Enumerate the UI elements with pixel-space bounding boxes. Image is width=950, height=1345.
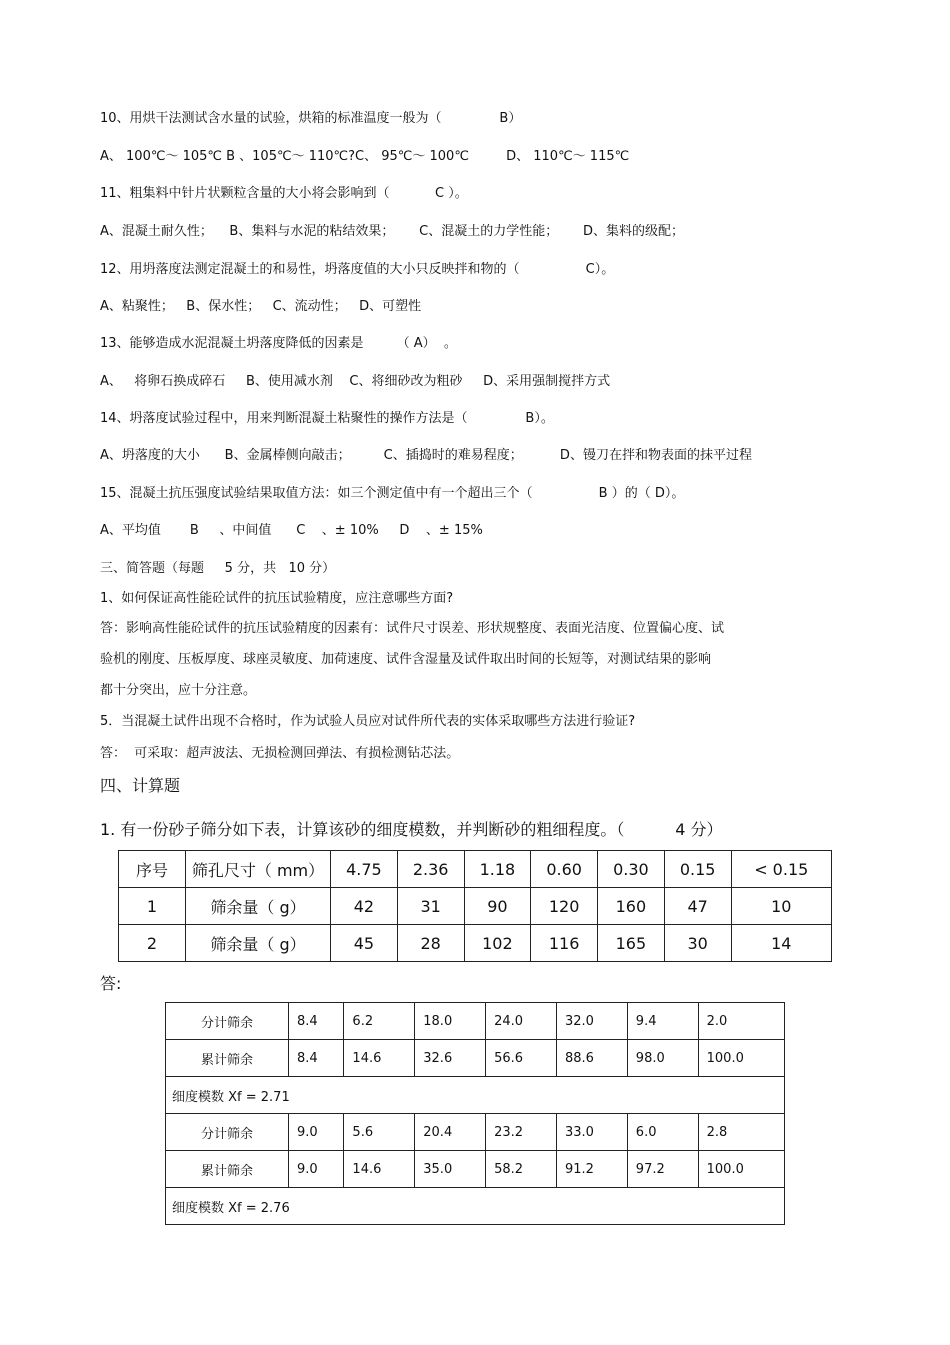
table-cell: 32.0 [556,1003,627,1040]
table-cell: 24.0 [486,1003,557,1040]
table-cell: 58.2 [486,1151,557,1188]
table-row [119,888,832,925]
q12: 12、用坍落度法测定混凝土的和易性，坍落度值的大小只反映拌和物的（ C）。 [100,262,615,277]
table-cell: 8.4 [289,1040,344,1077]
q15: 15、混凝土抗压强度试验结果取值方法：如三个测定值中有一个超出三个（ B ）的（ D）。 [100,486,685,501]
table-cell: 累计筛余 [166,1151,289,1188]
table-row [166,1188,785,1225]
table-cell: 28 [397,925,464,962]
table-cell: 97.2 [627,1151,698,1188]
table-cell: 筛孔尺寸（ mm） [186,851,331,888]
short-a1-line1: 答：影响高性能砼试件的抗压试验精度的因素有：试件尺寸误差、形状规整度、表面光洁度、位置偏心度、试 [100,621,725,636]
fineness-modulus-1: 细度模数 Xf = 2.71 [166,1077,785,1114]
table-cell: 9.4 [627,1003,698,1040]
table-cell: 6.0 [627,1114,698,1151]
table-header-row [119,851,832,888]
table-cell: 88.6 [556,1040,627,1077]
table-cell: 18.0 [415,1003,486,1040]
table-cell: 2 [119,925,186,962]
short-a1-line3: 都十分突出，应十分注意。 [100,683,257,698]
section3-title: 三、简答题（每题 5 分，共 10 分） [100,561,336,576]
table-cell: 160 [598,888,665,925]
table-cell: 32.6 [415,1040,486,1077]
table-cell: 47 [664,888,731,925]
table-cell: 筛余量（ g） [186,925,331,962]
short-q5: 5．当混凝土试件出现不合格时，作为试验人员应对试件所代表的实体采取哪些方法进行验证? [100,714,636,729]
table-cell: 2.0 [698,1003,784,1040]
table-cell: 14.6 [344,1040,415,1077]
q10-options: A、 100℃～ 105℃ B 、105℃～ 110℃?C、 95℃～ 100℃ D、 110℃～ 115℃ [100,149,630,164]
section4-title: 四、计算题 [100,776,181,795]
q11: 11、粗集料中针片状颗粒含量的大小将会影响到（ C ）。 [100,186,468,201]
table-cell: 1 [119,888,186,925]
table-row [166,1003,785,1040]
table-cell: 9.0 [289,1114,344,1151]
table-cell: 序号 [119,851,186,888]
sieve-data-table [118,850,832,962]
table-cell: 6.2 [344,1003,415,1040]
table-cell: 1.18 [464,851,531,888]
answer-label: 答: [100,974,122,993]
table-cell: 165 [598,925,665,962]
q10: 10、用烘干法测试含水量的试验，烘箱的标准温度一般为（ B） [100,111,522,126]
q13-options: A、 将卵石换成碎石 B、使用减水剂 C、将细砂改为粗砂 D、采用强制搅拌方式 [100,374,611,389]
table-cell: 14 [731,925,832,962]
q14-options: A、坍落度的大小 B、金属棒侧向敲击； C、插捣时的难易程度； D、镘刀在拌和物表面的抹平过程 [100,448,752,463]
table-cell: 30 [664,925,731,962]
table-row [166,1151,785,1188]
table-row [119,925,832,962]
table-cell: 45 [331,925,398,962]
table-cell: 23.2 [486,1114,557,1151]
answer-table [165,1002,785,1225]
fineness-modulus-2: 细度模数 Xf = 2.76 [166,1188,785,1225]
table-cell: 116 [531,925,598,962]
table-cell: 98.0 [627,1040,698,1077]
q11-options: A、混凝土耐久性； B、集料与水泥的粘结效果； C、混凝土的力学性能； D、集料的级配； [100,224,685,239]
table-cell: 90 [464,888,531,925]
table-cell: 分计筛余 [166,1114,289,1151]
table-cell: < 0.15 [731,851,832,888]
table-cell: 20.4 [415,1114,486,1151]
q13: 13、能够造成水泥混凝土坍落度降低的因素是 （ A） 。 [100,336,457,351]
table-cell: 累计筛余 [166,1040,289,1077]
table-cell: 42 [331,888,398,925]
table-cell: 33.0 [556,1114,627,1151]
table-cell: 100.0 [698,1151,784,1188]
table-cell: 0.60 [531,851,598,888]
table-cell: 9.0 [289,1151,344,1188]
q14: 14、坍落度试验过程中，用来判断混凝土粘聚性的操作方法是（ B）。 [100,411,554,426]
table-row [166,1114,785,1151]
short-q1: 1、如何保证高性能砼试件的抗压试验精度，应注意哪些方面? [100,591,454,606]
table-cell: 56.6 [486,1040,557,1077]
table-cell: 35.0 [415,1151,486,1188]
table-cell: 0.30 [598,851,665,888]
table-cell: 筛余量（ g） [186,888,331,925]
table-cell: 120 [531,888,598,925]
table-cell: 0.15 [664,851,731,888]
table-cell: 14.6 [344,1151,415,1188]
problem1: 1. 有一份砂子筛分如下表，计算该砂的细度模数，并判断砂的粗细程度。（ 4 分） [100,820,723,839]
table-cell: 91.2 [556,1151,627,1188]
table-row [166,1077,785,1114]
q15-options: A、平均值 B 、中间值 C 、± 10% D 、± 15% [100,523,483,538]
table-cell: 8.4 [289,1003,344,1040]
short-a1-line2: 验机的刚度、压板厚度、球座灵敏度、加荷速度、试件含湿量及试件取出时间的长短等，对测试结果的影响 [100,652,712,667]
table-cell: 分计筛余 [166,1003,289,1040]
table-cell: 2.36 [397,851,464,888]
table-cell: 2.8 [698,1114,784,1151]
table-cell: 31 [397,888,464,925]
table-cell: 4.75 [331,851,398,888]
table-cell: 5.6 [344,1114,415,1151]
short-a5: 答： 可采取：超声波法、无损检测回弹法、有损检测钻芯法。 [100,746,460,761]
q12-options: A、粘聚性； B、保水性； C、流动性； D、可塑性 [100,299,422,314]
table-cell: 100.0 [698,1040,784,1077]
table-row [166,1040,785,1077]
table-cell: 102 [464,925,531,962]
table-cell: 10 [731,888,832,925]
